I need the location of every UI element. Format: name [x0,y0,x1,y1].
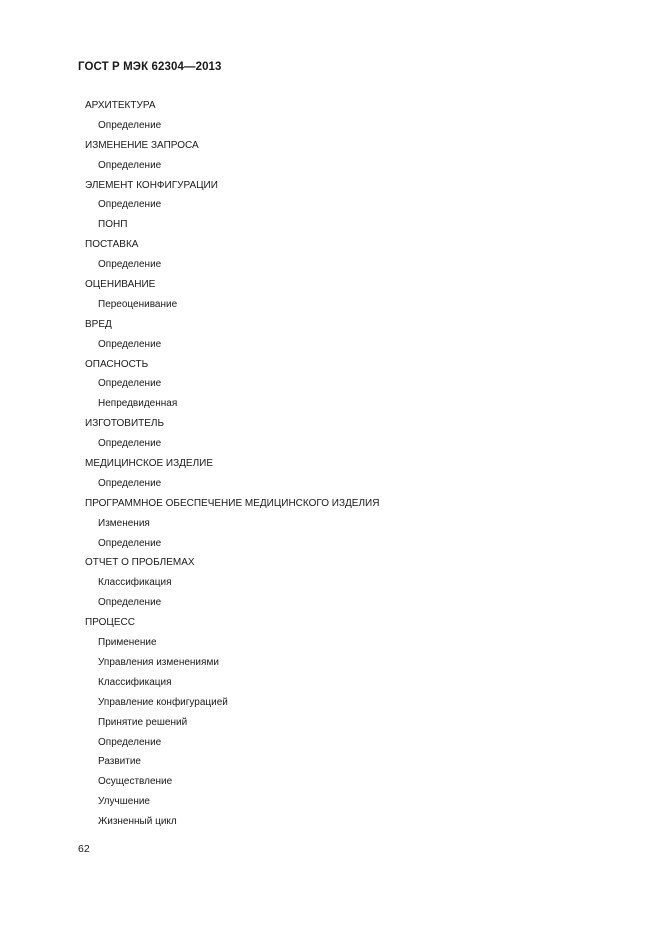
index-term: МЕДИЦИНСКОЕ ИЗДЕЛИЕ [85,458,214,470]
index-term: ИЗГОТОВИТЕЛЬ [85,418,165,430]
index-subterm: Улучшение [98,796,150,808]
index-term: ВРЕД [85,318,112,330]
page-number: 62 [78,843,90,855]
index-subterm: Жизненный цикл [98,816,177,828]
index-term: ПОСТАВКА [85,239,139,251]
index-term: ОТЧЕТ О ПРОБЛЕМАХ [85,557,195,569]
index-term: ИЗМЕНЕНИЕ ЗАПРОСА [85,139,199,151]
index-subterm: Определение [98,378,162,390]
index-subterm: Определение [98,438,162,450]
index-term: ОПАСНОСТЬ [85,358,149,370]
index-subterm: Классификация [98,676,172,688]
index-subterm: Определение [98,597,162,609]
index-subterm: Изменения [98,517,150,529]
index-term: ОЦЕНИВАНИЕ [85,279,156,291]
index-subterm: Определение [98,537,162,549]
index-subterm: Развитие [98,756,141,768]
index-subterm: Непредвиденная [98,398,178,410]
index-term: ЭЛЕМЕНТ КОНФИГУРАЦИИ [85,179,218,191]
document-header: ГОСТ Р МЭК 62304—2013 [78,61,222,73]
subject-index-list [0,96,661,832]
index-subterm: Классификация [98,577,172,589]
index-term: ПРОГРАММНОЕ ОБЕСПЕЧЕНИЕ МЕДИЦИНСКОГО ИЗДЕЛИЯ [85,497,380,509]
index-subterm: Определение [98,159,162,171]
index-subterm: Определение [98,736,162,748]
index-subterm: Принятие решений [98,716,188,728]
index-subterm: Управления изменениями [98,656,219,668]
index-subterm: Определение [98,199,162,211]
index-subterm: Определение [98,119,162,131]
index-subterm: Осуществление [98,776,173,788]
index-term: ПРОЦЕСС [85,617,135,629]
index-subterm: Переоценивание [98,298,178,310]
index-subterm: Управление конфигурацией [98,696,228,708]
index-subterm: Применение [98,637,157,649]
index-subterm: Определение [98,259,162,271]
index-subterm: Определение [98,477,162,489]
index-subterm: ПОНП [98,219,128,231]
index-term: АРХИТЕКТУРА [85,100,156,111]
index-subterm: Определение [98,338,162,350]
